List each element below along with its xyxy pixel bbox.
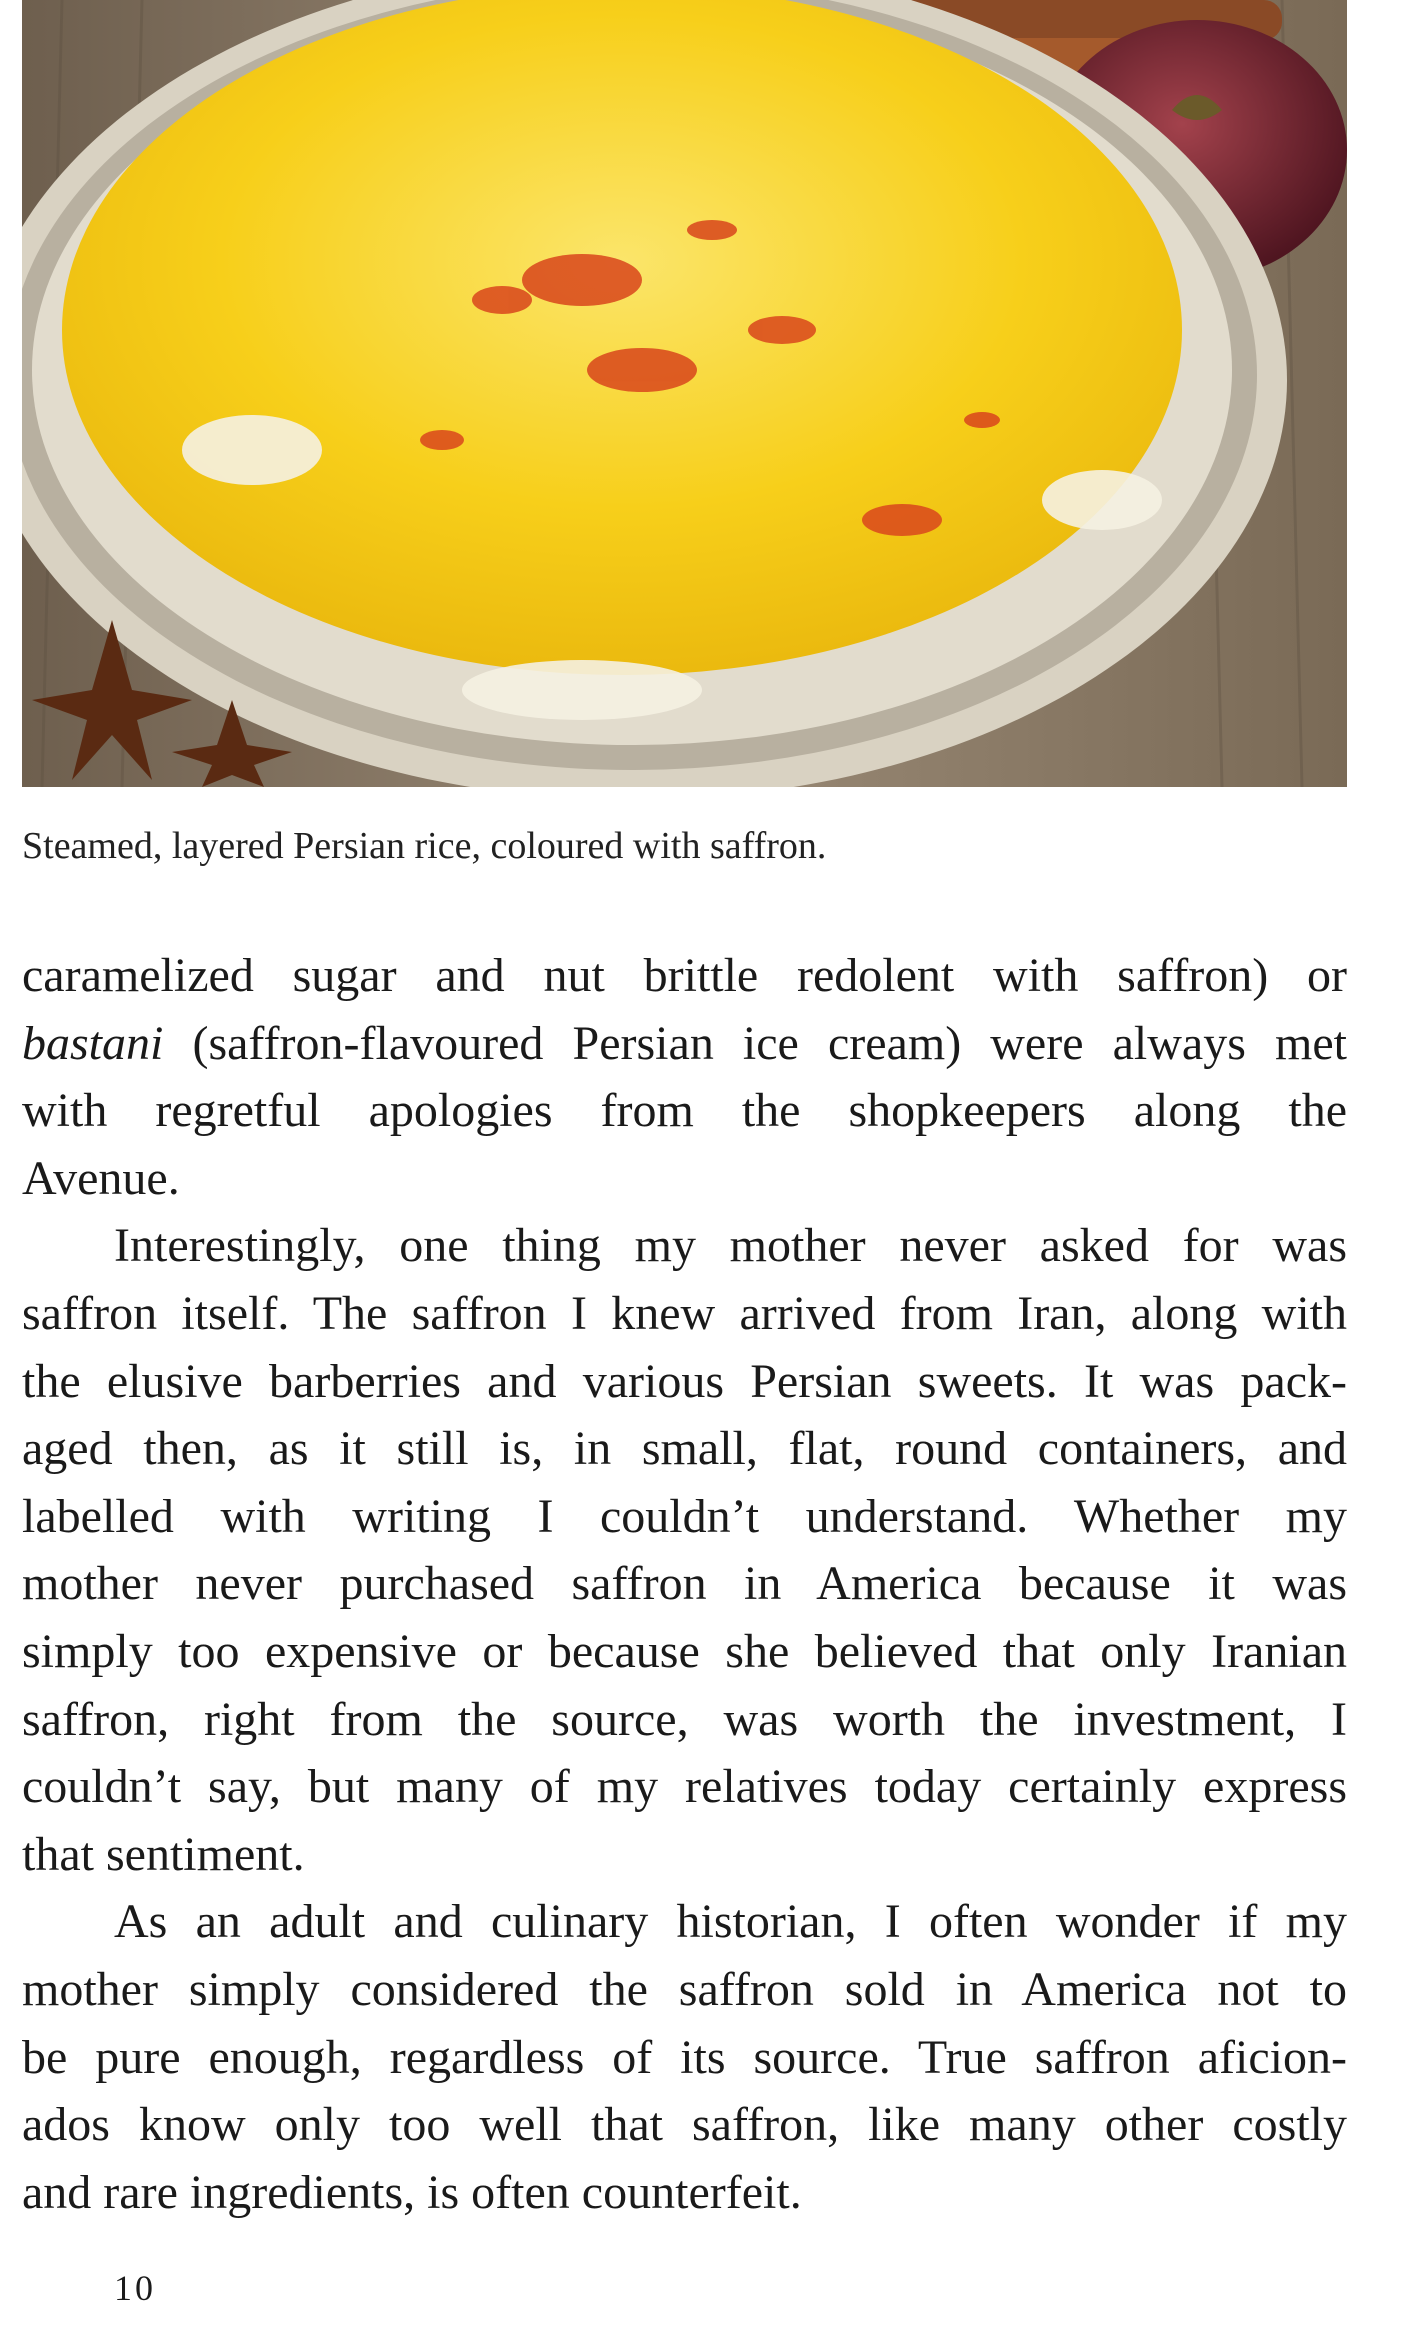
text-line: ados know only too well that saffron, like many other costly [22, 2098, 1347, 2152]
paragraph-start-line: As an adult and culinary historian, I often wonder if my [114, 1895, 1347, 1949]
saffron-rice-photo [22, 0, 1347, 787]
text-line: that sentiment. [22, 1827, 305, 1881]
text-line: couldn’t say, but many of my relatives today certainly express [22, 1760, 1347, 1814]
body-text [22, 942, 1347, 2226]
text-line: saffron, right from the source, was worth the investment, I [22, 1692, 1347, 1746]
saffron-rice [62, 0, 1182, 675]
figure-caption: Steamed, layered Persian rice, coloured with saffron. [22, 825, 827, 867]
text-line: simply too expensive or because she believed that only Iranian [22, 1624, 1347, 1678]
page-number: 10 [114, 2268, 156, 2308]
text-line: be pure enough, regardless of its source. True saffron aficion- [22, 2030, 1347, 2084]
text-line: labelled with writing I couldn’t understand. Whether my [22, 1489, 1347, 1543]
text-line: bastani (saffron-flavoured Persian ice cream) were always met [22, 1016, 1347, 1070]
text-line: aged then, as it still is, in small, flat, round containers, and [22, 1422, 1347, 1476]
rice-plate-illustration [22, 0, 1347, 787]
text-line: mother never purchased saffron in America because it was [22, 1557, 1347, 1611]
text-line: mother simply considered the saffron sold in America not to [22, 1962, 1347, 2016]
text-line: Avenue. [22, 1151, 180, 1205]
italic-term: bastani [22, 1016, 164, 1070]
paragraph-start-line: Interestingly, one thing my mother never asked for was [114, 1219, 1347, 1273]
text-line: caramelized sugar and nut brittle redolent with saffron) or [22, 949, 1347, 1002]
text-line: the elusive barberries and various Persian sweets. It was pack- [22, 1354, 1347, 1408]
text-line: and rare ingredients, is often counterfeit. [22, 2165, 802, 2219]
text-line: saffron itself. The saffron I knew arrived from Iran, along with [22, 1286, 1347, 1340]
text-line: with regretful apologies from the shopkeepers along the [22, 1084, 1347, 1138]
